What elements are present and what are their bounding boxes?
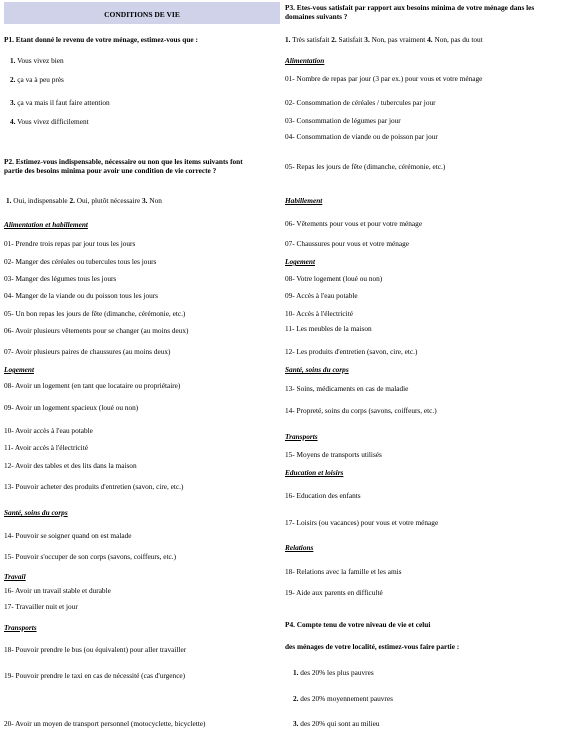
list-item: 12- Les produits d'entretien (savon, cire, etc.) [285,347,418,356]
scale-label: Non, pas du tout [432,35,483,44]
scale-number: 2. [331,35,337,44]
option-number: 3. [10,98,16,107]
list-item: 05- Repas les jours de fête (dimanche, cérémonie, etc.) [285,162,446,171]
list-item: 02- Consommation de céréales / tubercules par jour [285,98,436,107]
p4-question-line1: P4. Compte tenu de votre niveau de vie et celui [285,620,431,629]
list-item: 01- Nombre de repas par jour (3 par ex.) pour vous et votre ménage [285,74,483,83]
section-heading: Transports [4,623,37,632]
p3-question-line1: P3. Etes-vous satisfait par rapport aux besoins minima de votre ménage dans les [285,3,535,12]
right-column [283,0,568,730]
option-label: Vous vivez bien [15,56,64,65]
list-item: 19- Aide aux parents en difficulté [285,588,383,597]
list-item: 16- Education des enfants [285,491,361,500]
list-item: 07- Chaussures pour vous et votre ménage [285,239,410,248]
section-heading: Alimentation [285,56,325,65]
scale-number: 1. [285,35,291,44]
scale-label: Satisfait [336,35,365,44]
scale-label: Non, pas vraiment [369,35,428,44]
section-header-bar [4,2,280,24]
list-item: 15- Moyens de transports utilisés [285,450,382,459]
scale-number: 1. [6,196,12,205]
list-item: 14- Propreté, soins du corps (savons, coiffeurs, etc.) [285,406,437,415]
option-label: des 20% moyennement pauvres [298,694,393,703]
section-heading: Education et loisirs [285,468,344,477]
option-number: 2. [10,75,16,84]
p2-scale [6,196,162,205]
option-number: 4. [10,117,16,126]
p4-option[interactable] [293,719,380,728]
option-label: des 20% les plus pauvres [298,668,374,677]
option-label: ça va mais il faut faire attention [15,98,110,107]
section-heading: Logement [4,365,34,374]
list-item: 05- Un bon repas les jours de fête (dimanche, cérémonie, etc.) [4,309,186,318]
list-item: 03- Consommation de légumes par jour [285,116,401,125]
option-label: des 20% qui sont au milieu [298,719,380,728]
list-item: 18- Relations avec la famille et les amis [285,567,402,576]
option-number: 3. [293,719,299,728]
scale-number: 3. [364,35,370,44]
list-item: 01- Prendre trois repas par jour tous les jours [4,239,136,248]
list-item: 09- Accès à l'eau potable [285,291,358,300]
p1-option[interactable] [10,75,64,84]
scale-label: Non [147,196,162,205]
p3-question-line2: domaines suivants ? [285,12,348,21]
option-number: 1. [293,668,299,677]
list-item: 04- Manger de la viande ou du poisson tous les jours [4,291,159,300]
section-heading: Alimentation et habillement [4,220,88,229]
p1-option[interactable] [10,56,64,65]
list-item: 11- Avoir accès à l'électricité [4,443,88,452]
p2-question-line1: P2. Estimez-vous indispensable, nécessaire ou non que les items suivants font [4,157,243,166]
list-item: 17- Travailler nuit et jour [4,602,78,611]
p1-option[interactable] [10,98,110,107]
list-item: 03- Manger des légumes tous les jours [4,274,117,283]
list-item: 18- Pouvoir prendre le bus (ou équivalent) pour aller travailler [4,645,187,654]
option-label: Vous vivez difficilement [15,117,89,126]
list-item: 20- Avoir un moyen de transport personnel (motocyclette, bicyclette) [4,719,206,728]
option-number: 2. [293,694,299,703]
section-heading: Relations [285,543,314,552]
list-item: 06- Avoir plusieurs vêtements pour se changer (au moins deux) [4,326,189,335]
scale-label: Oui, indispensable [11,196,70,205]
scale-label: Très satisfait [290,35,332,44]
list-item: 09- Avoir un logement spacieux (loué ou non) [4,403,139,412]
p1-option[interactable] [10,117,89,126]
p1-question: P1. Etant donné le revenu de votre ménage, estimez-vous que : [4,35,198,44]
left-column [0,0,283,730]
section-heading: Logement [285,257,315,266]
p4-question-line2: des ménages de votre localité, estimez-vous faire partie : [285,642,460,651]
list-item: 08- Votre logement (loué ou non) [285,274,383,283]
list-item: 10- Avoir accès à l'eau potable [4,426,93,435]
list-item: 04- Consommation de viande ou de poisson par jour [285,132,438,141]
option-label: ça va à peu près [15,75,64,84]
list-item: 19- Pouvoir prendre le taxi en cas de nécessité (cas d'urgence) [4,671,186,680]
list-item: 12- Avoir des tables et des lits dans la maison [4,461,137,470]
section-heading: Santé, soins du corps [285,365,349,374]
list-item: 11- Les meubles de la maison [285,324,372,333]
list-item: 08- Avoir un logement (en tant que locataire ou propriétaire) [4,381,181,390]
list-item: 10- Accès à l'électricité [285,309,353,318]
scale-number: 3. [142,196,148,205]
p3-scale [285,35,483,44]
section-title: CONDITIONS DE VIE [104,10,180,19]
list-item: 02- Manger des céréales ou tubercules tous les jours [4,257,157,266]
list-item: 07- Avoir plusieurs paires de chaussures (au moins deux) [4,347,171,356]
scale-number: 4. [427,35,433,44]
list-item: 17- Loisirs (ou vacances) pour vous et votre ménage [285,518,439,527]
scale-number: 2. [69,196,75,205]
list-item: 16- Avoir un travail stable et durable [4,586,111,595]
list-item: 15- Pouvoir s'occuper de son corps (savons, coiffeurs, etc.) [4,552,177,561]
list-item: 13- Pouvoir acheter des produits d'entretien (savon, cire, etc.) [4,482,184,491]
list-item: 14- Pouvoir se soigner quand on est malade [4,531,132,540]
p2-question-line2: partie des besoins minima pour avoir une condition de vie correcte ? [4,166,217,175]
p4-option[interactable] [293,694,393,703]
section-heading: Habillement [285,196,323,205]
option-number: 1. [10,56,16,65]
section-heading: Travail [4,572,26,581]
list-item: 06- Vêtements pour vous et pour votre ménage [285,219,423,228]
scale-label: Oui, plutôt nécessaire [74,196,143,205]
list-item: 13- Soins, médicaments en cas de maladie [285,384,409,393]
p4-option[interactable] [293,668,374,677]
section-heading: Transports [285,432,318,441]
section-heading: Santé, soins du corps [4,508,68,517]
